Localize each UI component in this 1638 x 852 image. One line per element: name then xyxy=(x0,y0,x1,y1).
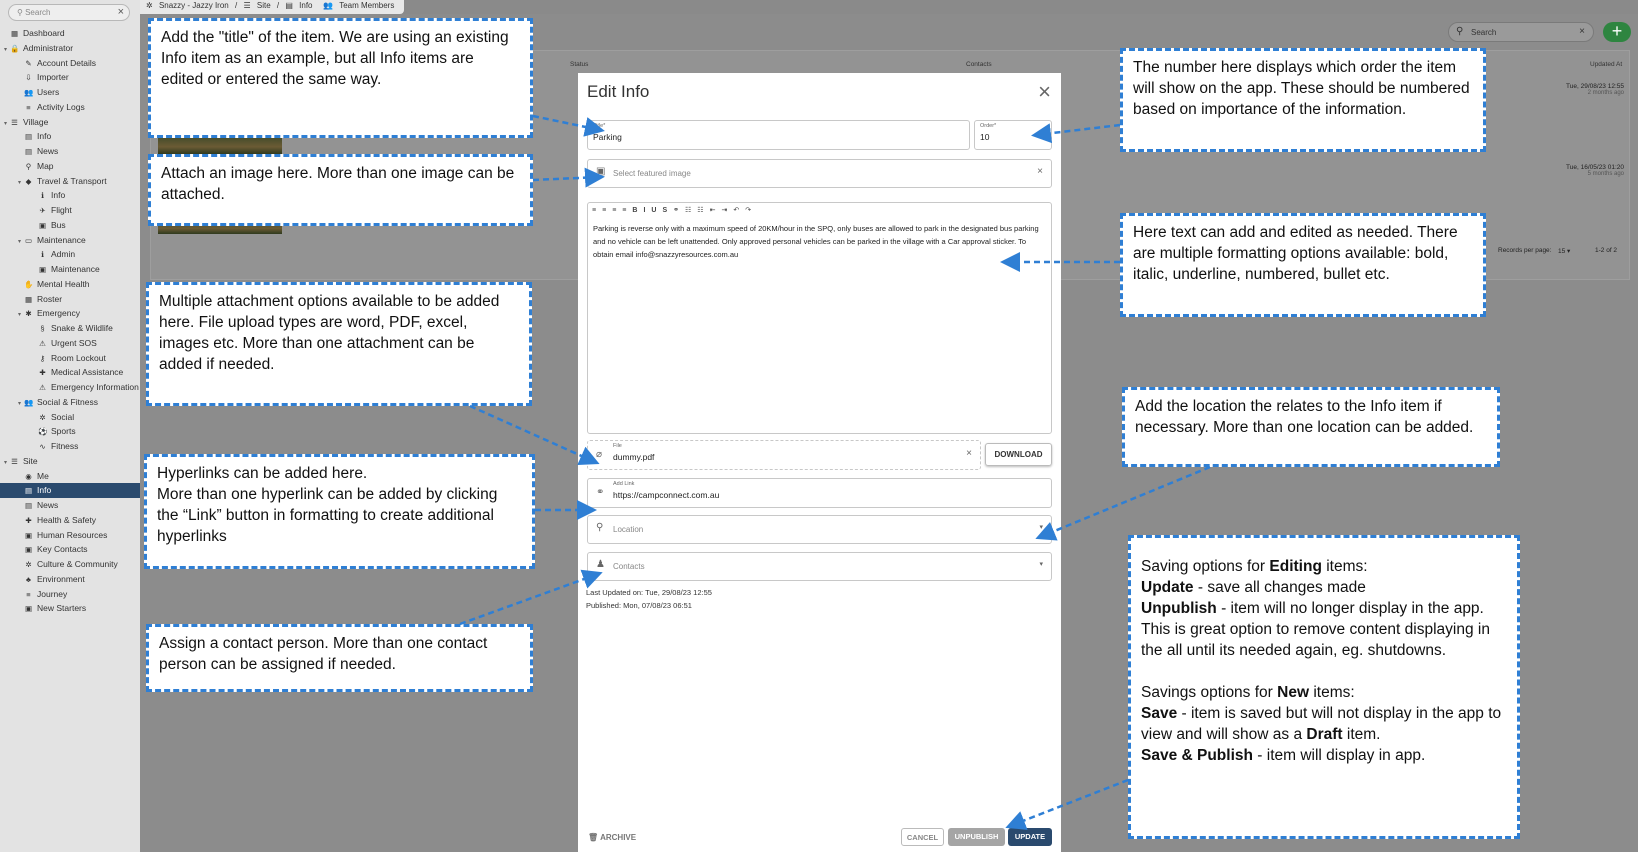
title-field[interactable]: Title* Parking xyxy=(587,120,970,150)
breadcrumb-info[interactable]: Info xyxy=(299,1,313,10)
sidebar-item-label: Map xyxy=(37,160,54,171)
sidebar-item-label: Human Resources xyxy=(37,529,108,540)
pagination-range: 1-2 of 2 xyxy=(1595,247,1618,254)
sidebar-item-new-starters[interactable] xyxy=(0,601,140,616)
records-per-page-select[interactable]: 15 ▾ xyxy=(1558,248,1571,255)
info-icon: ℹ xyxy=(41,250,44,260)
close-icon[interactable]: × xyxy=(1038,79,1051,104)
remove-file-icon[interactable]: × xyxy=(966,448,972,459)
sidebar-item-label: Environment xyxy=(37,573,85,584)
monitor-icon: ▭ xyxy=(24,235,33,245)
featured-image-select[interactable]: ▣ Select featured image × xyxy=(587,159,1052,188)
chevron-down-icon[interactable]: ▾ xyxy=(18,238,22,245)
chevron-down-icon[interactable]: ▾ xyxy=(18,179,22,186)
sidebar-item-label: Maintenance xyxy=(37,234,86,245)
sidebar-item-label: Account Details xyxy=(37,57,97,68)
sidebar-item-administrator[interactable] xyxy=(0,41,140,56)
sidebar-item-label: Emergency xyxy=(37,308,80,319)
sidebar-item-journey[interactable] xyxy=(0,587,140,602)
news-icon: ▤ xyxy=(24,501,33,510)
callout-attachments: Multiple attachment options available to be added here. File upload types are word, PDF, excel, images etc. More than one attachment can be added if needed. xyxy=(146,282,532,406)
import-icon: ⇩ xyxy=(25,73,32,83)
snake-icon: § xyxy=(40,324,45,333)
sidebar-item-label: Roster xyxy=(37,293,63,304)
breadcrumb-separator: / xyxy=(276,1,280,10)
sidebar-item-label: Users xyxy=(37,87,60,97)
sidebar-item-news[interactable] xyxy=(0,144,140,159)
sidebar-item-label: Journey xyxy=(37,588,68,599)
dashboard-icon: ▦ xyxy=(10,29,19,38)
sidebar-item-environment[interactable] xyxy=(0,572,140,587)
map-pin-icon: ⚲ xyxy=(25,161,32,171)
clear-icon[interactable]: × xyxy=(117,6,124,18)
chevron-down-icon[interactable]: ▾ xyxy=(4,459,8,466)
sidebar-item-maintenance[interactable] xyxy=(0,233,140,248)
sidebar-item-maintenance[interactable] xyxy=(0,262,140,277)
updated-date: Tue, 29/08/23 12:55 xyxy=(1566,83,1624,90)
chevron-down-icon[interactable]: ▾ xyxy=(4,46,8,53)
callout-hyperlinks: Hyperlinks can be added here. More than one hyperlink can be added by clicking the “Link” button in formatting to create additional hyperlinks xyxy=(144,454,535,569)
sidebar-item-label: Travel & Transport xyxy=(37,175,107,186)
sidebar-item-label: Info xyxy=(51,190,66,201)
sidebar-item-label: Site xyxy=(23,455,38,466)
sidebar-item-info[interactable] xyxy=(0,483,140,498)
sidebar-item-me[interactable] xyxy=(0,469,140,484)
asterisk-icon: ✱ xyxy=(25,309,32,319)
info-icon: ℹ xyxy=(41,191,44,201)
sidebar-item-info[interactable] xyxy=(0,129,140,144)
sidebar-item-news[interactable] xyxy=(0,498,140,513)
sidebar-item-label: Culture & Community xyxy=(37,559,118,569)
sidebar-item-label: Admin xyxy=(51,249,76,260)
updated-date: Tue, 16/05/23 01:20 xyxy=(1566,164,1624,171)
sidebar-item-label: Bus xyxy=(51,219,66,230)
chevron-down-icon[interactable]: ▾ xyxy=(1039,524,1043,531)
sidebar-item-culture-community[interactable] xyxy=(0,557,140,572)
sidebar-item-social[interactable] xyxy=(0,410,140,425)
sidebar-item-importer[interactable] xyxy=(0,70,140,85)
sidebar-item-label: Key Contacts xyxy=(37,544,88,555)
format-button-7[interactable]: S xyxy=(662,207,668,214)
sidebar-item-roster[interactable] xyxy=(0,292,140,307)
sidebar-item-account-details[interactable] xyxy=(0,56,140,71)
sidebar-item-bus[interactable] xyxy=(0,218,140,233)
list-icon: ≡ xyxy=(26,102,31,112)
callout-image: Attach an image here. More than one image can be attached. xyxy=(148,154,533,226)
sidebar-item-label: Info xyxy=(37,485,52,496)
info-book-icon: ▤ xyxy=(24,132,33,142)
callout-text: Here text can add and edited as needed. There are multiple formatting options available: bold, italic, underline, numbered, bullet etc. xyxy=(1120,213,1486,317)
sidebar-item-label: Social xyxy=(51,411,75,422)
table-row-date xyxy=(1566,83,1624,96)
chevron-down-icon[interactable]: ▾ xyxy=(18,312,22,319)
sidebar-item-map[interactable] xyxy=(0,159,140,174)
diamond-icon: ◆ xyxy=(25,176,32,186)
column-header-updated-at[interactable]: Updated At xyxy=(1590,61,1623,68)
sidebar-item-emergency-information[interactable] xyxy=(0,380,140,395)
published-text: Published: Mon, 07/08/23 06:51 xyxy=(586,601,692,610)
sidebar-item-info[interactable] xyxy=(0,188,140,203)
sidebar-item-emergency[interactable] xyxy=(0,306,140,321)
user-circle-icon: ◉ xyxy=(25,471,32,481)
format-button-13[interactable]: ↶ xyxy=(733,207,740,214)
format-button-4[interactable]: B xyxy=(632,207,638,214)
column-header-status[interactable]: Status xyxy=(570,61,589,68)
bus-icon: ▣ xyxy=(38,220,47,230)
sidebar-item-health-safety[interactable] xyxy=(0,513,140,528)
sidebar-item-label: Sports xyxy=(51,426,76,437)
key-icon: ⚷ xyxy=(39,353,46,363)
person-icon: ♟ xyxy=(596,559,605,570)
breadcrumb xyxy=(140,0,404,14)
sidebar-item-label: Snake & Wildlife xyxy=(51,323,113,333)
community-icon: ✲ xyxy=(25,560,32,569)
format-button-14[interactable]: ↷ xyxy=(745,207,752,214)
sidebar-item-label: Medical Assistance xyxy=(51,367,124,378)
briefcase-icon: ▣ xyxy=(38,265,47,274)
sidebar-search-input[interactable]: ⚲ Search × xyxy=(8,4,130,21)
link-icon: ⚭ xyxy=(596,487,605,498)
sidebar-item-flight[interactable] xyxy=(0,203,140,218)
sidebar-item-label: Mental Health xyxy=(37,278,90,289)
chevron-down-icon[interactable]: ▾ xyxy=(18,400,22,407)
format-button-1[interactable]: ≡ xyxy=(602,207,607,214)
add-button[interactable]: + xyxy=(1603,22,1631,42)
users-icon: 👥 xyxy=(24,88,34,97)
sidebar-item-dashboard[interactable] xyxy=(0,26,140,41)
site-list-icon: ☰ xyxy=(243,1,251,10)
sidebar-item-label: Social & Fitness xyxy=(37,396,98,407)
sidebar-item-label: Activity Logs xyxy=(37,101,85,112)
image-icon: ▣ xyxy=(596,166,606,177)
search-icon: ⚲ xyxy=(1456,26,1464,37)
contact-card-icon: ▣ xyxy=(24,545,33,555)
info-book-icon: ▤ xyxy=(285,1,293,10)
format-button-0[interactable]: ≡ xyxy=(592,207,597,214)
sidebar-item-users[interactable] xyxy=(0,85,140,100)
sidebar-item-fitness[interactable] xyxy=(0,439,140,454)
health-icon: ✚ xyxy=(25,515,32,525)
sidebar-item-label: Emergency Information xyxy=(51,382,139,392)
column-header-contacts[interactable]: Contacts xyxy=(966,61,992,68)
group-icon: 👥 xyxy=(24,397,34,407)
callout-order: The number here displays which order the item will show on the app. These should be numbered based on importance of the information. xyxy=(1120,48,1486,152)
records-per-page-label: Records per page: xyxy=(1498,247,1552,254)
format-button-10[interactable]: ☷ xyxy=(697,207,704,214)
sidebar-item-activity-logs[interactable] xyxy=(0,100,140,115)
thumbnail-image xyxy=(158,136,282,154)
sidebar-item-label: News xyxy=(37,146,59,156)
sidebar-item-social-fitness[interactable] xyxy=(0,395,140,410)
clear-icon[interactable]: × xyxy=(1037,166,1043,177)
location-select[interactable]: ⚲ Location ▾ xyxy=(587,515,1052,544)
sidebar-item-label: Fitness xyxy=(51,441,79,451)
callout-contact: Assign a contact person. More than one contact person can be assigned if needed. xyxy=(146,624,533,692)
breadcrumb-separator: / xyxy=(234,1,238,10)
sidebar-item-label: Room Lockout xyxy=(51,352,106,363)
format-button-11[interactable]: ⇤ xyxy=(709,207,716,214)
sidebar-item-label: Dashboard xyxy=(23,28,65,38)
sidebar-item-urgent-sos[interactable] xyxy=(0,336,140,351)
search-icon: ⚲ xyxy=(17,8,26,17)
lock-icon: 🔒 xyxy=(10,43,20,53)
search-input[interactable]: ⚲ Search × xyxy=(1448,22,1594,42)
map-pin-icon: ⚲ xyxy=(596,522,604,533)
update-button[interactable]: UPDATE xyxy=(1008,828,1052,846)
format-button-6[interactable]: U xyxy=(651,207,657,214)
edit-info-dialog xyxy=(578,73,1061,852)
sidebar-item-site[interactable] xyxy=(0,454,140,469)
tree-icon: ♣ xyxy=(26,574,31,584)
cancel-button[interactable]: CANCEL xyxy=(901,828,944,846)
callout-saving-options: Saving options for Editing items: Update - save all changes made Unpublish - item will no longer display in the app. This is great option to remove content displaying in the all until its needed again, eg. shutdowns. Savings options for New items: Save - item is saved but will not display in the app to view and will show as a Draft item. Save & Publish - item will display in app. xyxy=(1128,535,1520,839)
journey-icon: ≡ xyxy=(26,589,31,599)
sidebar-item-label: New Starters xyxy=(37,603,87,614)
fitness-icon: ∿ xyxy=(39,442,46,451)
sidebar-item-mental-health[interactable] xyxy=(0,277,140,292)
sidebar-item-label: Maintenance xyxy=(51,264,100,274)
sidebar-item-admin[interactable] xyxy=(0,247,140,262)
sidebar-item-label: Info xyxy=(37,131,52,142)
sidebar-item-label: Flight xyxy=(51,205,72,215)
contacts-select[interactable]: ♟ Contacts ▾ xyxy=(587,552,1052,581)
sidebar-item-label: News xyxy=(37,500,59,510)
sidebar-item-sports[interactable] xyxy=(0,424,140,439)
sidebar-item-label: Importer xyxy=(37,72,69,83)
updated-ago: 2 months ago xyxy=(1587,90,1624,96)
sidebar-item-human-resources[interactable] xyxy=(0,528,140,543)
download-button[interactable]: DOWNLOAD xyxy=(985,443,1052,466)
formatting-toolbar xyxy=(592,206,757,214)
rich-text-editor[interactable] xyxy=(587,202,1052,434)
info-book-icon: ▤ xyxy=(24,486,33,496)
hands-icon: ✋ xyxy=(24,279,34,289)
alert-icon: ⚠ xyxy=(39,383,46,392)
chevron-down-icon[interactable]: ▾ xyxy=(4,120,8,127)
sidebar-item-label: Health & Safety xyxy=(37,514,97,525)
last-updated-text: Last Updated on: Tue, 29/08/23 12:55 xyxy=(586,588,712,597)
sidebar-item-label: Me xyxy=(37,470,49,481)
callout-title: Add the "title" of the item. We are using an existing Info item as an example, but all Info items are edited or entered the same way. xyxy=(148,18,533,138)
updated-ago: 5 months ago xyxy=(1587,171,1624,177)
table-row-date xyxy=(1566,164,1624,177)
breadcrumb-site[interactable]: Site xyxy=(256,1,271,10)
medical-icon: ✚ xyxy=(39,368,46,378)
hr-icon: ▣ xyxy=(24,530,33,540)
ball-icon: ⚽ xyxy=(38,427,48,437)
chevron-down-icon[interactable]: ▾ xyxy=(1039,561,1043,568)
format-button-2[interactable]: ≡ xyxy=(612,207,617,214)
app-logo-icon: ✲ xyxy=(146,1,153,10)
clear-icon[interactable]: × xyxy=(1579,26,1585,37)
format-button-5[interactable]: I xyxy=(643,207,646,214)
list-icon: ☰ xyxy=(11,456,18,466)
news-icon: ▤ xyxy=(24,147,33,156)
sidebar-item-room-lockout[interactable] xyxy=(0,351,140,366)
callout-location: Add the location the relates to the Info item if necessary. More than one location can be added. xyxy=(1122,387,1500,467)
breadcrumb-app[interactable]: Snazzy - Jazzy Iron xyxy=(158,1,229,10)
dialog-title: Edit Info xyxy=(587,82,650,101)
breadcrumb-team-members[interactable]: Team Members xyxy=(339,1,395,10)
file-upload[interactable]: ⌀ File dummy.pdf × xyxy=(587,440,981,470)
format-button-3[interactable]: ≡ xyxy=(622,207,627,214)
team-icon: 👥 xyxy=(318,1,334,10)
sidebar-item-travel-transport[interactable] xyxy=(0,174,140,189)
sidebar-item-medical-assistance[interactable] xyxy=(0,365,140,380)
format-button-9[interactable]: ☷ xyxy=(685,207,692,214)
sidebar-item-snake-wildlife[interactable] xyxy=(0,321,140,336)
format-button-8[interactable]: ⚭ xyxy=(673,207,679,214)
sidebar xyxy=(0,0,140,852)
sidebar-item-label: Urgent SOS xyxy=(51,337,97,348)
calendar-icon: ▦ xyxy=(24,294,33,304)
sidebar-item-label: Village xyxy=(23,116,49,127)
link-field[interactable]: ⚭ Add Link https://campconnect.com.au xyxy=(587,478,1052,508)
order-field[interactable]: Order* 10 xyxy=(974,120,1052,150)
sidebar-item-label: Administrator xyxy=(23,42,74,53)
new-icon: ▣ xyxy=(24,604,33,614)
format-button-12[interactable]: ⇥ xyxy=(721,207,728,214)
sidebar-item-village[interactable] xyxy=(0,115,140,130)
unpublish-button[interactable]: UNPUBLISH xyxy=(948,828,1005,846)
paperclip-icon: ⌀ xyxy=(596,449,603,460)
sidebar-item-key-contacts[interactable] xyxy=(0,542,140,557)
trash-icon: 🗑 xyxy=(588,833,601,842)
plane-icon: ✈ xyxy=(39,206,46,215)
social-icon: ✲ xyxy=(39,412,46,422)
archive-button[interactable]: 🗑 ARCHIVE xyxy=(588,833,637,842)
sos-icon: ⚠ xyxy=(39,338,46,348)
list-icon: ☰ xyxy=(11,117,18,127)
pencil-icon: ✎ xyxy=(25,58,32,68)
editor-body[interactable]: Parking is reverse only with a maximum speed of 20KM/hour in the SPQ, only buses are allowed to park in the designated bus parking and no vehicle can be left unattended. Only approved personal vehicles can be parked in the village with a Car approval sticker. To obtain email info@snazzyresources.com.au xyxy=(593,224,1039,259)
